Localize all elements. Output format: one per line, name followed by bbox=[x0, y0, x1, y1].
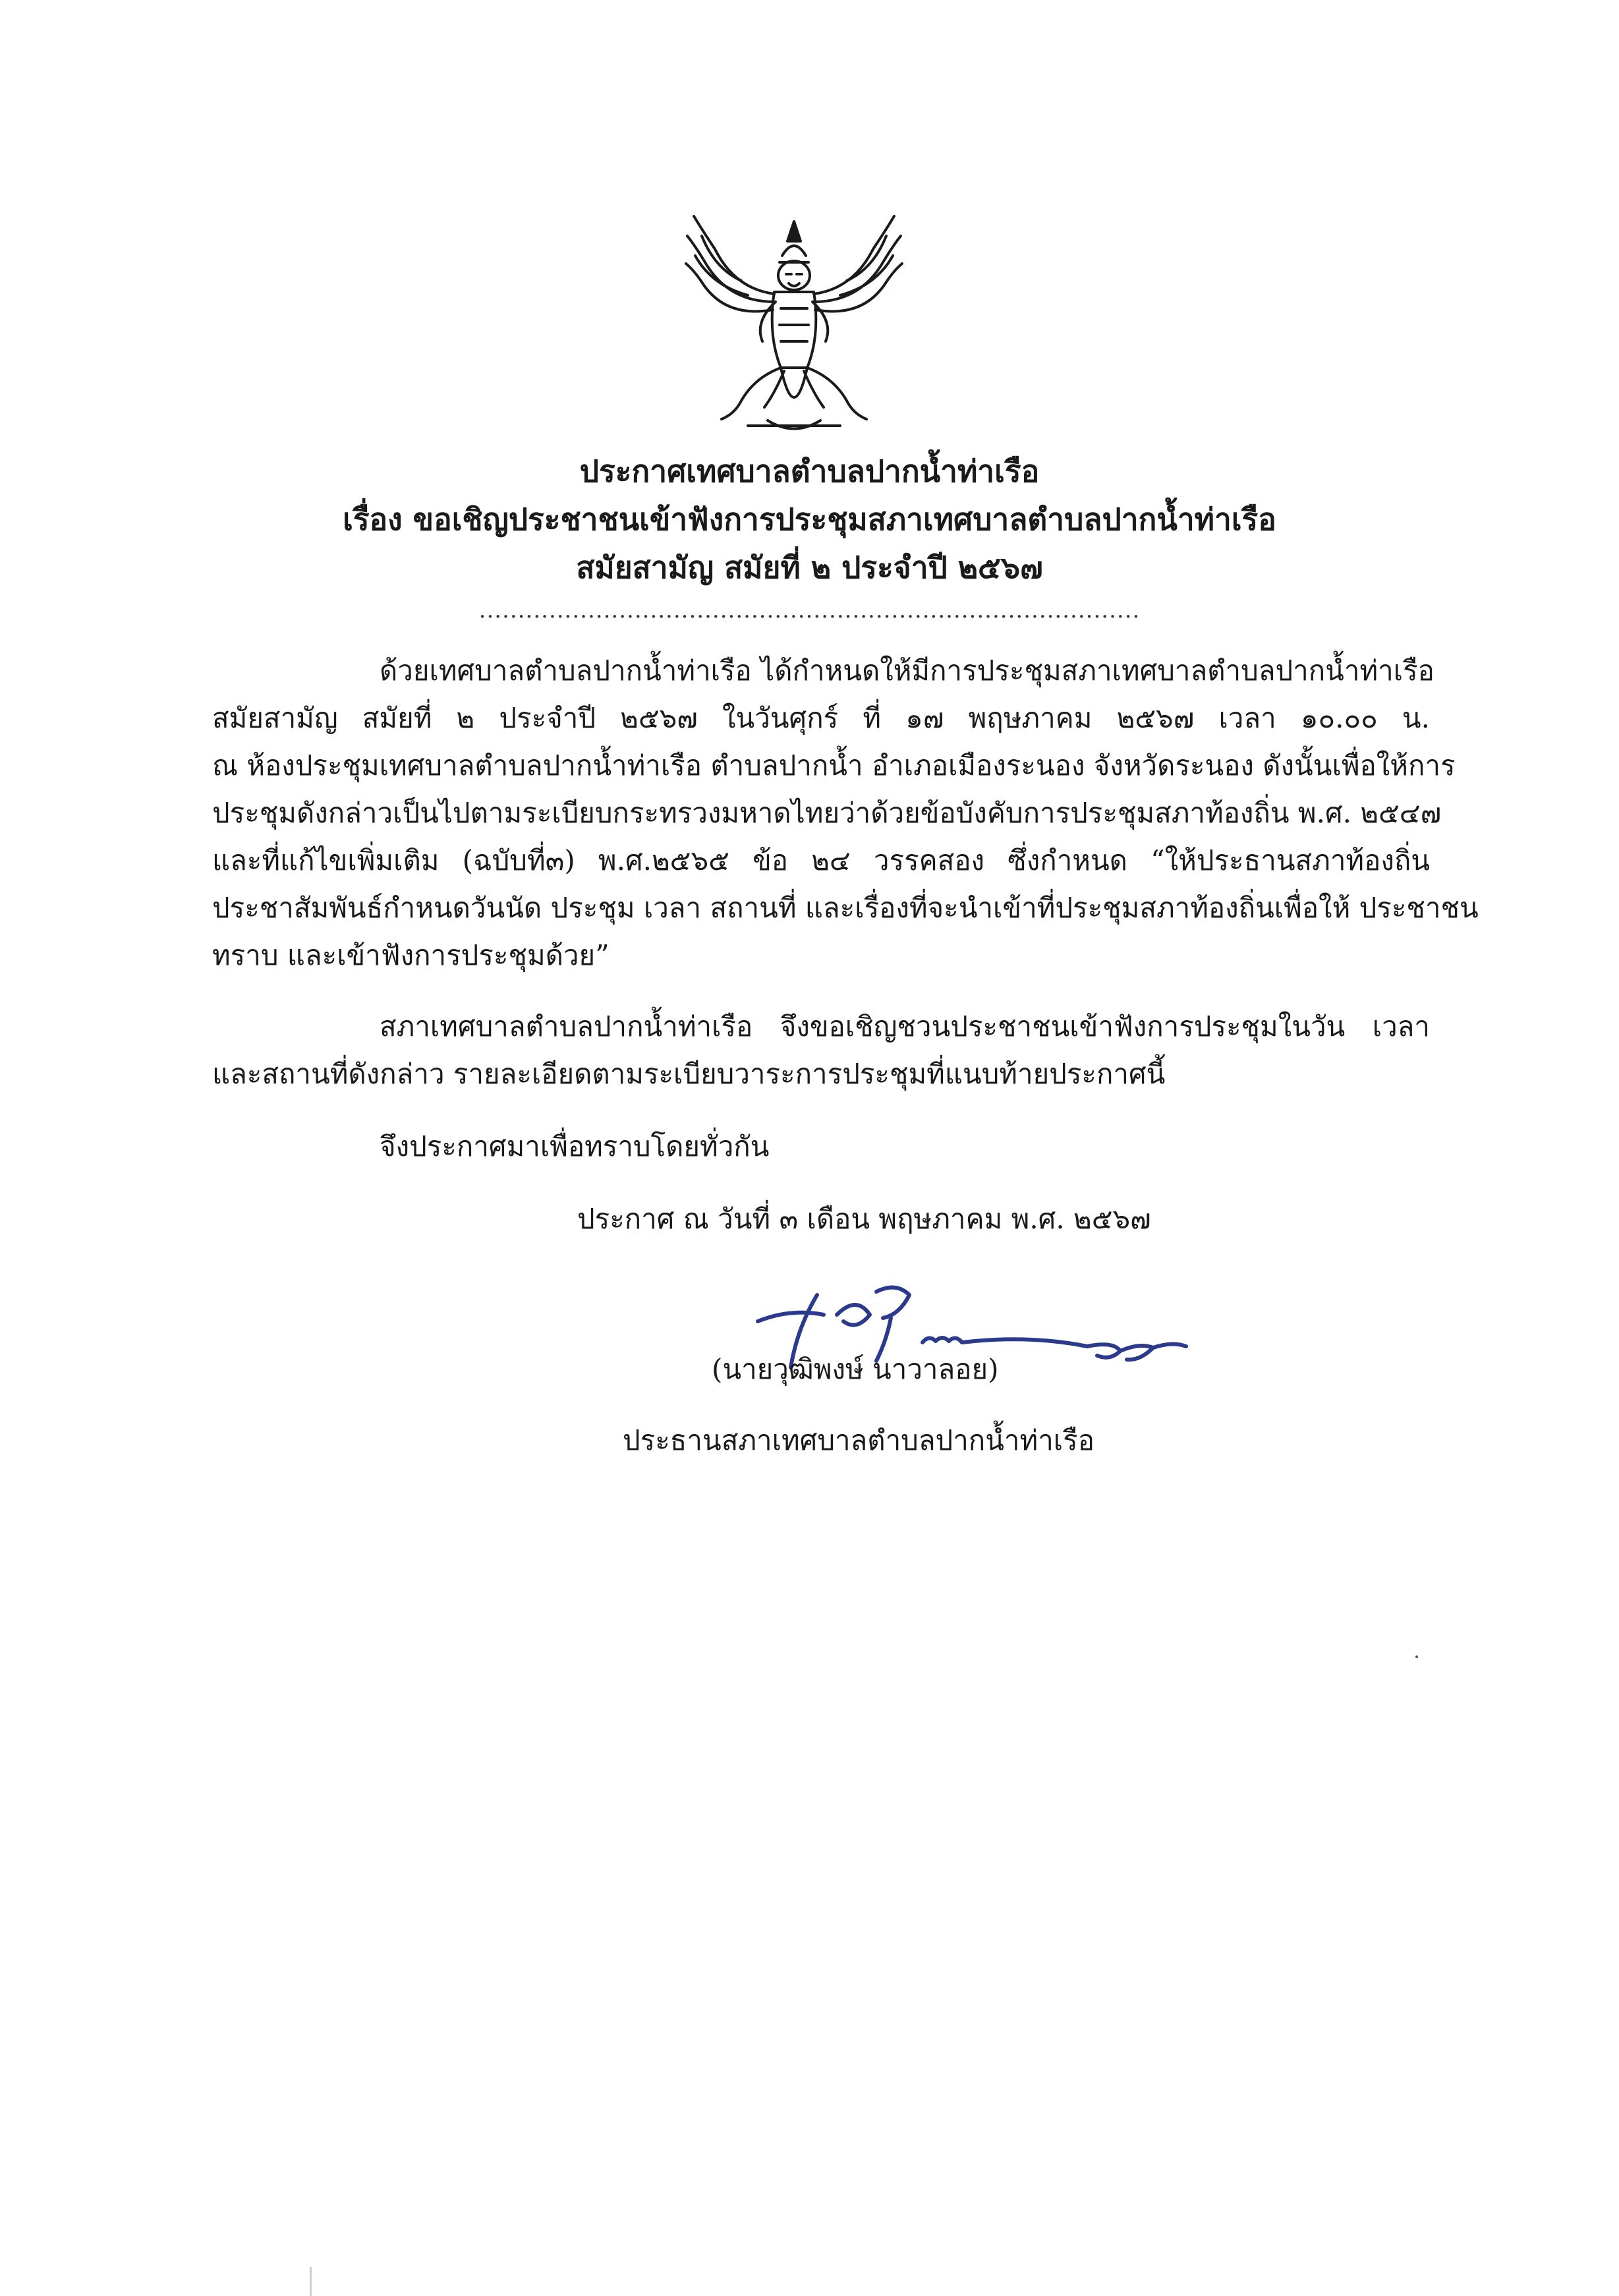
closing-statement: จึงประกาศมาเพื่อทราบโดยทั่วกัน bbox=[380, 1130, 770, 1162]
paragraph-1-line-5: และที่แก้ไขเพิ่มเติม (ฉบับที่๓) พ.ศ.๒๕๖๕ ข้อ ๒๔ วรรคสอง ซึ่งกำหนด “ให้ประธานสภาท้องถิ่น bbox=[212, 844, 1430, 876]
paragraph-1-line-1: ด้วยเทศบาลตำบลปากน้ำท่าเรือ ได้กำหนดให้มีการประชุมสภาเทศบาลตำบลปากน้ำท่าเรือ bbox=[380, 654, 1434, 687]
paragraph-1-line-4: ประชุมดังกล่าวเป็นไปตามระเบียบกระทรวงมหาดไทยว่าด้วยข้อบังคับการประชุมสภาท้องถิ่น พ.ศ. ๒๕๔๗ bbox=[212, 797, 1442, 829]
paragraph-2-line-1: สภาเทศบาลตำบลปากน้ำท่าเรือ จึงขอเชิญชวนประชาชนเข้าฟังการประชุมในวัน เวลา bbox=[380, 1010, 1430, 1043]
scan-edge-mark bbox=[310, 2267, 312, 2296]
announcement-session: สมัยสามัญ สมัยที่ ๒ ประจำปี ๒๕๖๗ bbox=[576, 550, 1043, 585]
garuda-emblem-icon bbox=[675, 210, 913, 437]
signatory-title: ประธานสภาเทศบาลตำบลปากน้ำท่าเรือ bbox=[623, 1424, 1094, 1456]
announcement-title: ประกาศเทศบาลตำบลปากน้ำท่าเรือ bbox=[579, 453, 1040, 489]
signatory-name: (นายวุฒิพงษ์ นาวาลอย) bbox=[712, 1353, 999, 1385]
dotted-separator: ..................................................................................... bbox=[478, 597, 1141, 623]
paragraph-1-line-6: ประชาสัมพันธ์กำหนดวันนัด ประชุม เวลา สถานที่ และเรื่องที่จะนำเข้าที่ประชุมสภาท้องถิ่นเพื่อให้ ประชาชน bbox=[212, 892, 1479, 924]
paragraph-1-line-3: ณ ห้องประชุมเทศบาลตำบลปากน้ำท่าเรือ ตำบลปากน้ำ อำเภอเมืองระนอง จังหวัดระนอง ดังนั้นเพื่อให้การ bbox=[212, 749, 1456, 782]
scan-speck bbox=[1415, 1655, 1418, 1658]
paragraph-2-line-2: และสถานที่ดังกล่าว รายละเอียดตามระเบียบวาระการประชุมที่แนบท้ายประกาศนี้ bbox=[212, 1058, 1166, 1090]
paragraph-1-line-2: สมัยสามัญ สมัยที่ ๒ ประจำปี ๒๕๖๗ ในวันศุกร์ ที่ ๑๗ พฤษภาคม ๒๕๖๗ เวลา ๑๐.๐๐ น. bbox=[212, 702, 1430, 734]
announcement-subject: เรื่อง ขอเชิญประชาชนเข้าฟังการประชุมสภาเทศบาลตำบลปากน้ำท่าเรือ bbox=[343, 502, 1276, 537]
announcement-date: ประกาศ ณ วันที่ ๓ เดือน พฤษภาคม พ.ศ. ๒๕๖๗ bbox=[577, 1203, 1151, 1235]
paragraph-1-line-7: ทราบ และเข้าฟังการประชุมด้วย” bbox=[212, 939, 610, 971]
